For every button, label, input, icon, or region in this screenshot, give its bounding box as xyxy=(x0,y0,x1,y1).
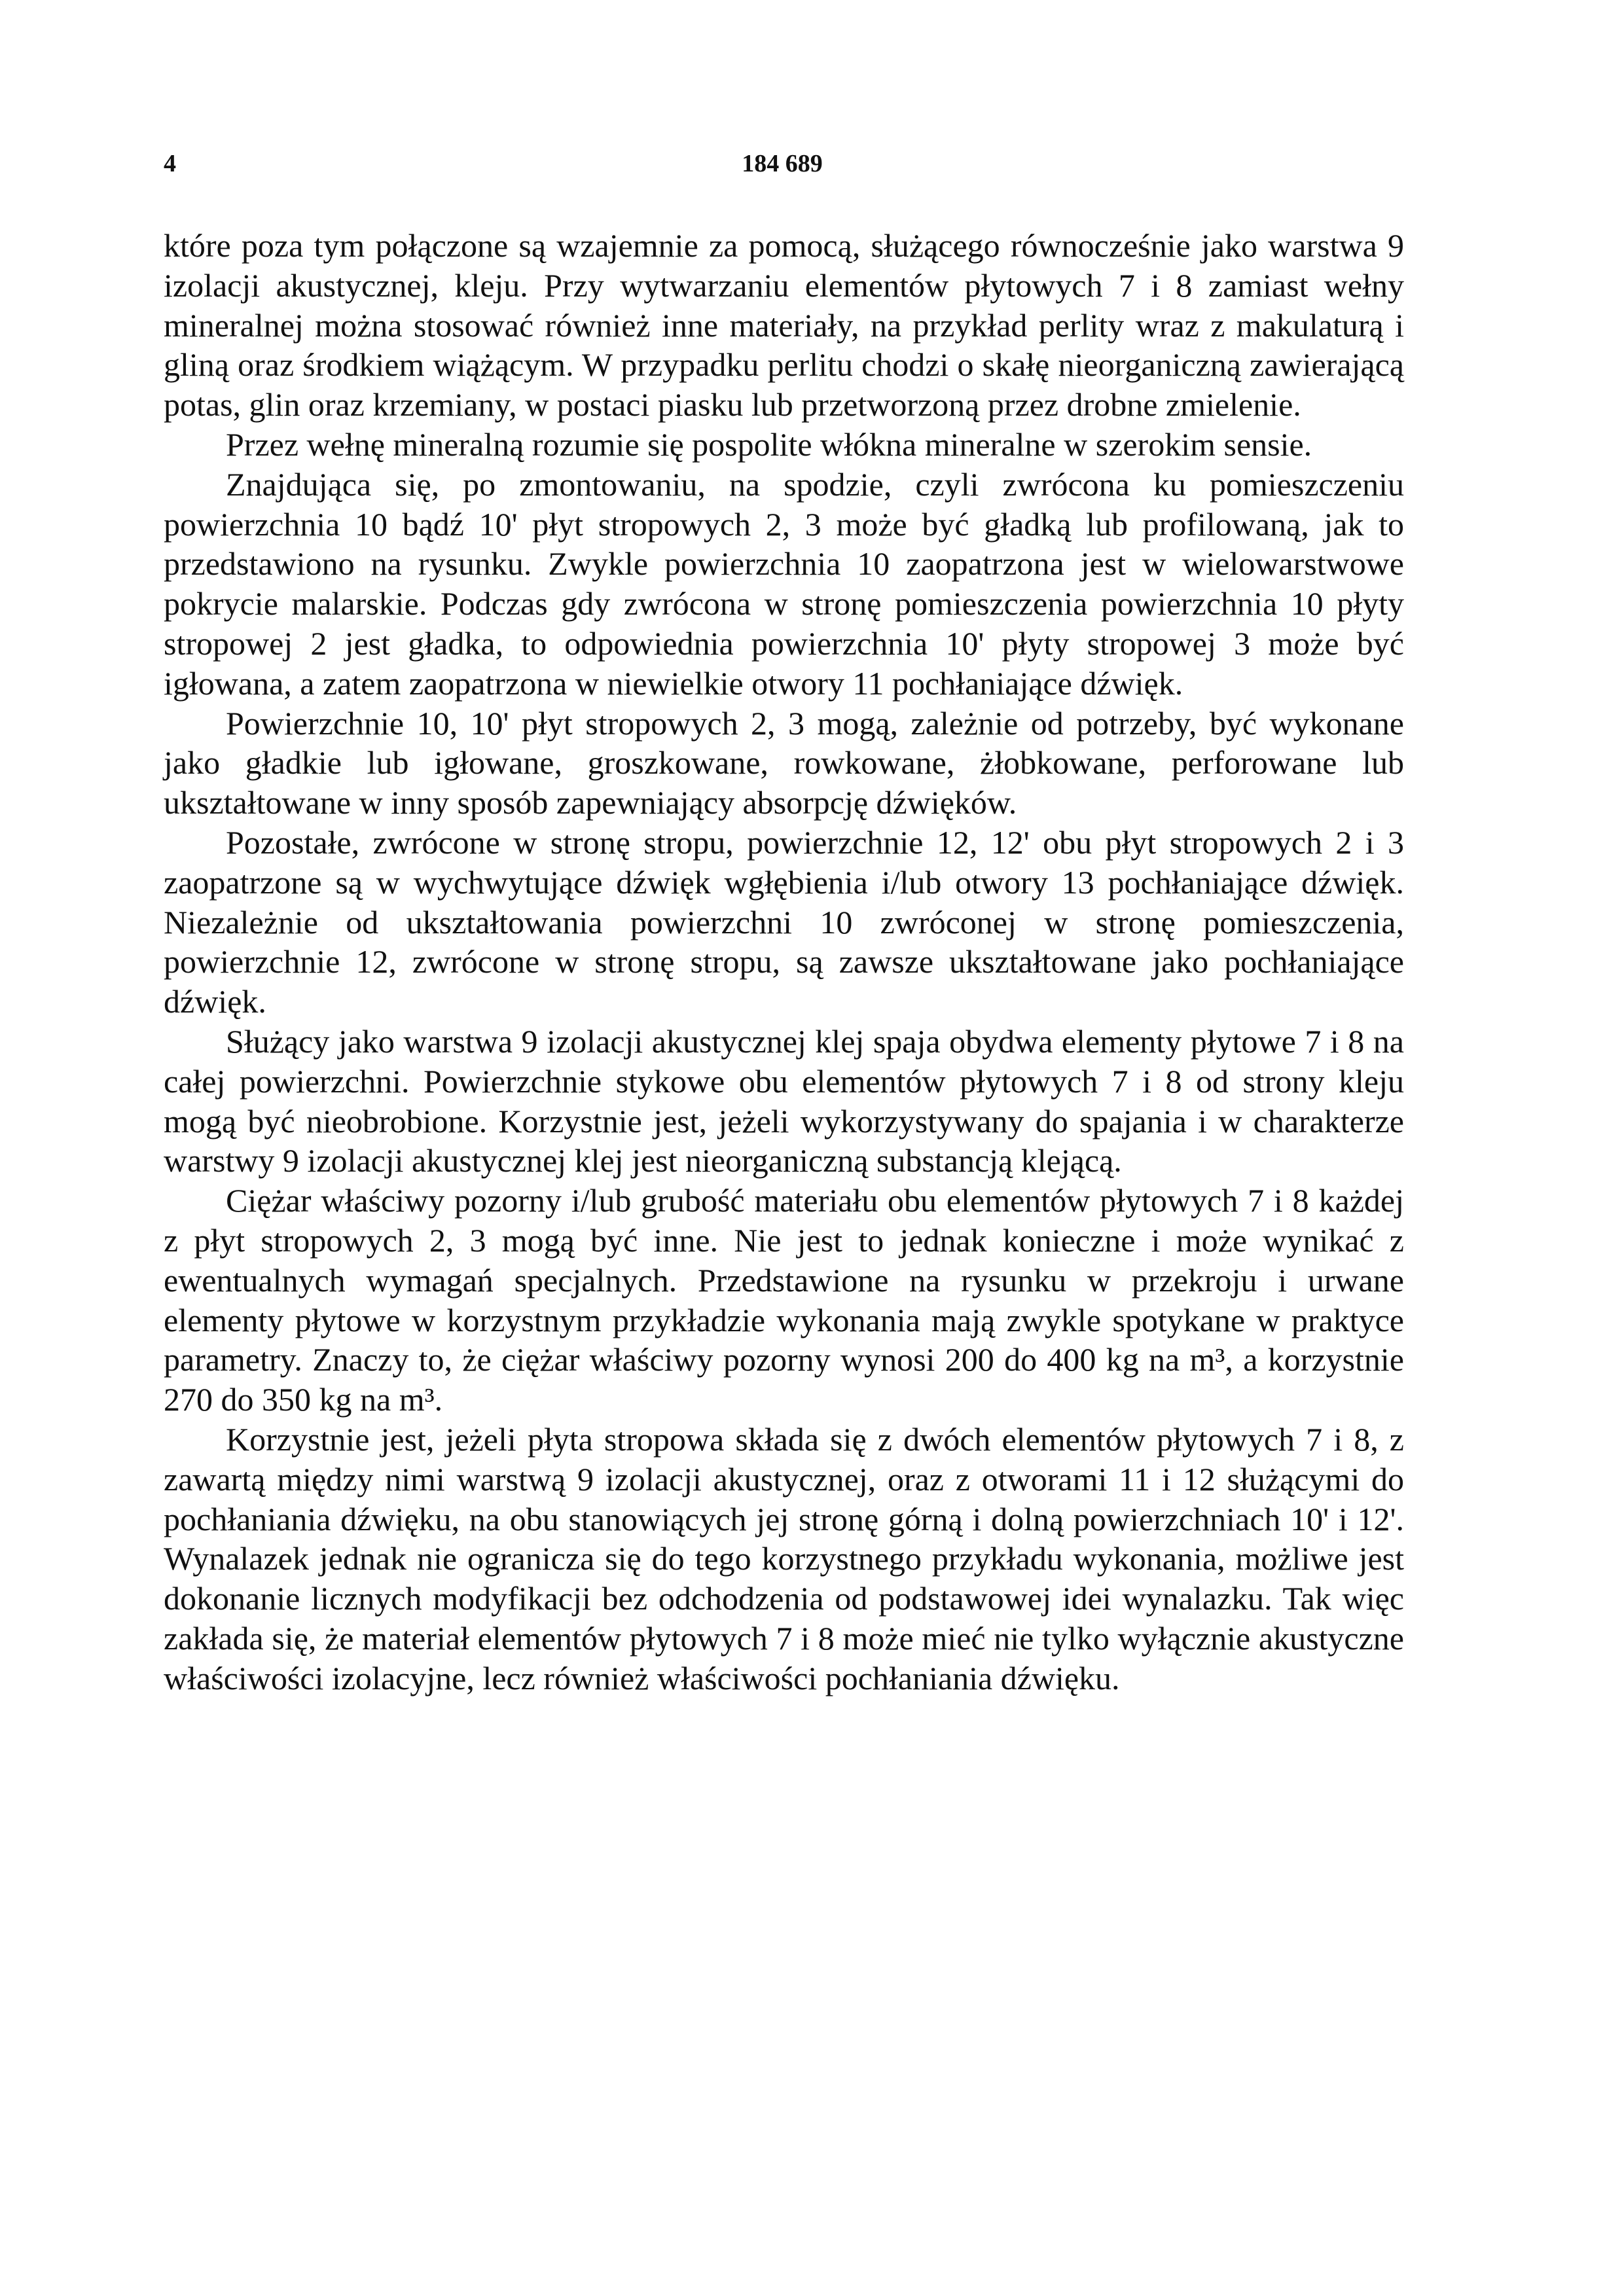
body-text xyxy=(164,226,1404,1698)
patent-number: 184 689 xyxy=(742,150,823,177)
page-number: 4 xyxy=(164,150,176,177)
paragraph: Powierzchnie 10, 10' płyt stropowych 2, 3 mogą, zależnie od potrzeby, być wykonane jako gładkie lub igłowane, groszkowane, rowkowane, żłobkowane, perforowane lub ukształtowane w inny sposób zapewniający absorpcję dźwięków. xyxy=(164,704,1404,821)
paragraph: które poza tym połączone są wzajemnie za pomocą, służącego równocześnie jako warstwa 9 izolacji akustycznej, kleju. Przy wytwarzaniu elementów płytowych 7 i 8 zamiast wełny mineralnej można stosować również inne materiały, na przykład perlity wraz z makulaturą i gliną oraz środkiem wiążącym. W przypadku perlitu chodzi o skałę nieorganiczną zawierającą potas, glin oraz krzemiany, w postaci piasku lub przetworzoną przez drobne zmielenie. xyxy=(164,227,1404,423)
paragraph: Znajdująca się, po zmontowaniu, na spodzie, czyli zwrócona ku pomieszczeniu powierzchnia 10 bądź 10' płyt stropowych 2, 3 może być gładką lub profilowaną, jak to przedstawiono na rysunku. Zwykle powierzchnia 10 zaopatrzona jest w wielowarstwowe pokrycie malarskie. Podczas gdy zwrócona w stronę pomieszczenia powierzchnia 10 płyty stropowej 2 jest gładka, to odpowiednia powierzchnia 10' płyty stropowej 3 może być igłowana, a zatem zaopatrzona w niewielkie otwory 11 pochłaniające dźwięk. xyxy=(164,465,1404,702)
paragraph: Ciężar właściwy pozorny i/lub grubość materiału obu elementów płytowych 7 i 8 każdej z płyt stropowych 2, 3 mogą być inne. Nie jest to jednak konieczne i może wynikać z ewentualnych wymagań specjalnych. Przedstawione na rysunku w przekroju i urwane elementy płytowe w korzystnym przykładzie wykonania mają zwykle spotykane w praktyce parametry. Znaczy to, że ciężar właściwy pozorny wynosi 200 do 400 kg na m³, a korzystnie 270 do 350 kg na m³. xyxy=(164,1182,1404,1418)
paragraph: Pozostałe, zwrócone w stronę stropu, powierzchnie 12, 12' obu płyt stropowych 2 i 3 zaopatrzone są w wychwytujące dźwięk wgłębienia i/lub otwory 13 pochłaniające dźwięk. Niezależnie od ukształtowania powierzchni 10 zwróconej w stronę pomieszczenia, powierzchnie 12, zwrócone w stronę stropu, są zawsze ukształtowane jako pochłaniające dźwięk. xyxy=(164,823,1404,1020)
page-header xyxy=(164,149,1401,188)
paragraph: Korzystnie jest, jeżeli płyta stropowa składa się z dwóch elementów płytowych 7 i 8, z zawartą między nimi warstwą 9 izolacji akustycznej, oraz z otworami 11 i 12 służącymi do pochłaniania dźwięku, na obu stanowiących jej stronę górną i dolną powierzchniach 10' i 12'. Wynalazek jednak nie ogranicza się do tego korzystnego przykładu wykonania, możliwe jest dokonanie licznych modyfikacji bez odchodzenia od podstawowej idei wynalazku. Tak więc zakłada się, że materiał elementów płytowych 7 i 8 może mieć nie tylko wyłącznie akustyczne właściwości izolacyjne, lecz również właściwości pochłaniania dźwięku. xyxy=(164,1420,1404,1696)
paragraph: Przez wełnę mineralną rozumie się pospolite włókna mineralne w szerokim sensie. xyxy=(226,425,1312,463)
paragraph: Służący jako warstwa 9 izolacji akustycznej klej spaja obydwa elementy płytowe 7 i 8 na całej powierzchni. Powierzchnie stykowe obu elementów płytowych 7 i 8 od strony kleju mogą być nieobrobione. Korzystnie jest, jeżeli wykorzystywany do spajania i w charakterze warstwy 9 izolacji akustycznej klej jest nieorganiczną substancją klejącą. xyxy=(164,1022,1404,1179)
